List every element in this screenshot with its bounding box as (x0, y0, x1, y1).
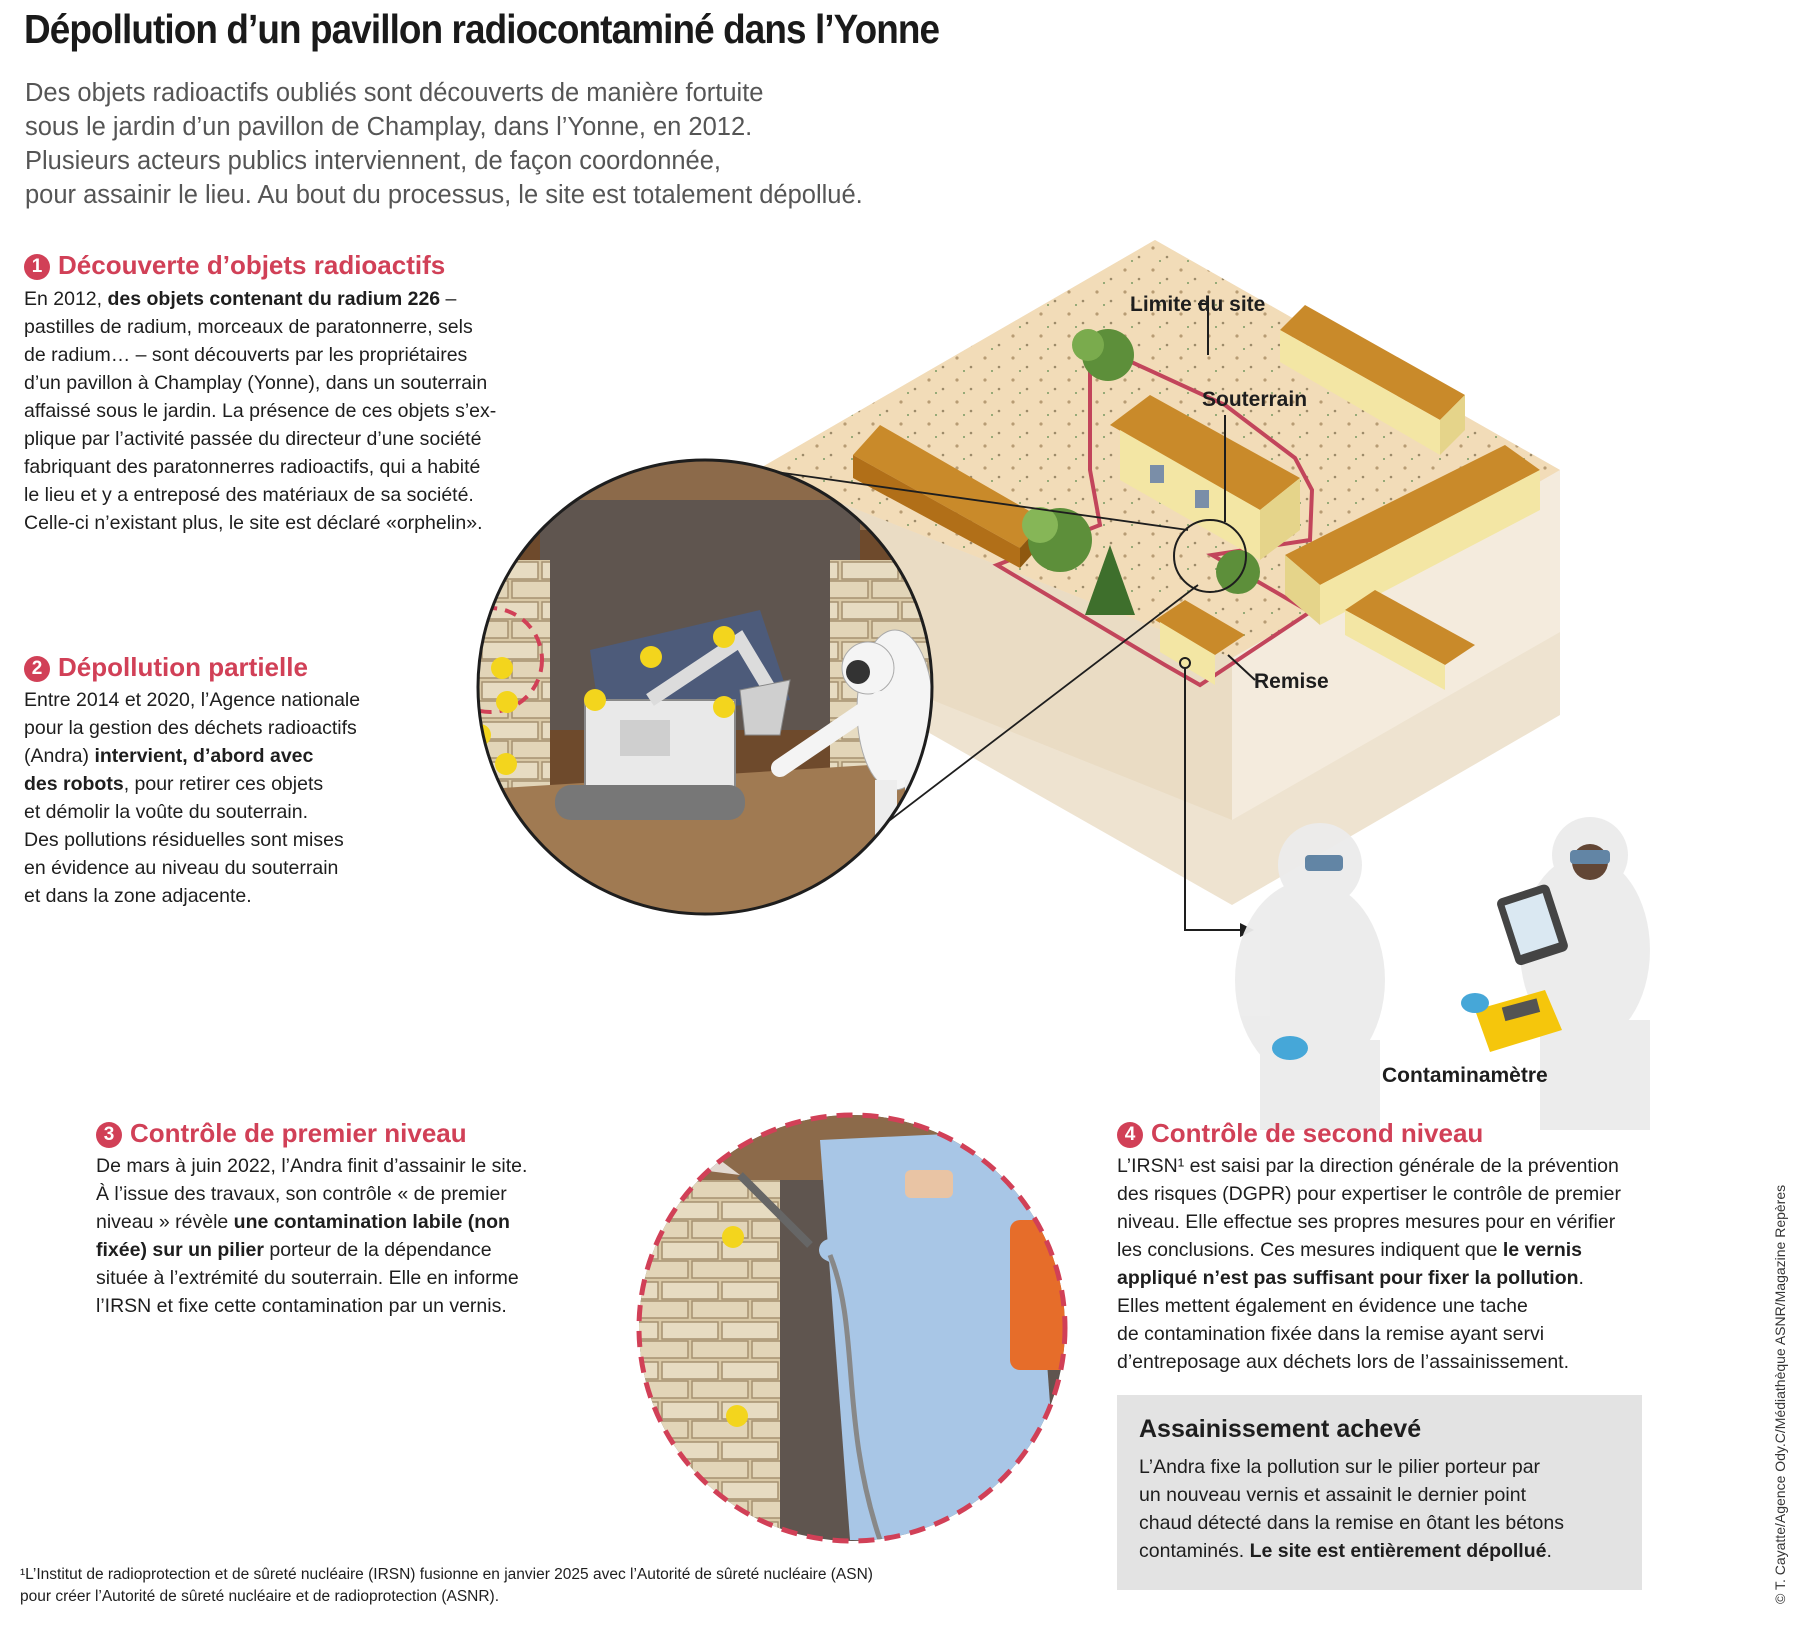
summary-title: Assainissement achevé (1139, 1415, 1422, 1443)
section-2-number: 2 (24, 656, 50, 682)
lead-paragraph (25, 76, 925, 212)
lead-line: Plusieurs acteurs publics interviennent, de façon coordonnée, (25, 147, 722, 175)
section-1-body: En 2012, des objets contenant du radium 226 – pastilles de radium, morceaux de paratonnerre, sels de radium… – sont découverts par les propriétaires d’un pavillon à Champlay (Yonne), dans un souterrain affaissé sous le jardin. La présence de ces objets s’ex- plique par l’activité passée du directeur d’une société fabriquant des paratonnerres radioactifs, qui a habité le lieu et y a entreposé des matériaux de sa société. Celle-ci n’existant plus, le site est déclaré «orphelin». (24, 288, 497, 534)
label-limite-du-site: Limite du site (1130, 293, 1266, 316)
summary-body: L’Andra fixe la pollution sur le pilier porteur par un nouveau vernis et assainit le dernier point chaud détecté dans la remise en ôtant les bétons contaminés. Le site est entièrement dépollué. (1139, 1456, 1564, 1562)
section-1-title: Découverte d’objets radioactifs (58, 250, 446, 280)
section-2-body: Entre 2014 et 2020, l’Agence nationale pour la gestion des déchets radioactifs (Andra) intervient, d’abord avec des robots, pour retirer ces objets et démolir la voûte du souterrain. Des pollutions résiduelles sont mises en évidence au niveau du souterrain et dans la zone adjacente. (24, 689, 361, 907)
label-souterrain: Souterrain (1202, 388, 1308, 411)
lead-line: sous le jardin d’un pavillon de Champlay, dans l’Yonne, en 2012. (25, 113, 753, 141)
footnote-line: ¹L’Institut de radioprotection et de sûreté nucléaire (IRSN) fusionne en janvier 2025 avec l’Autorité de sûreté nucléaire (ASN) (20, 1566, 873, 1583)
footnote-line: pour créer l’Autorité de sûreté nucléaire et de radioprotection (ASNR). (20, 1588, 500, 1605)
section-2-title: Dépollution partielle (58, 652, 308, 682)
label-remise: Remise (1254, 670, 1329, 693)
footnote (20, 1564, 873, 1608)
section-4-title: Contrôle de second niveau (1151, 1118, 1484, 1148)
section-2-heading (24, 652, 308, 683)
section-1-number: 1 (24, 254, 50, 280)
section-3-title: Contrôle de premier niveau (130, 1118, 467, 1148)
section-4-body: L’IRSN¹ est saisi par la direction générale de la prévention des risques (DGPR) pour expertiser le contrôle de premier niveau. Elle effectue ses propres mesures pour en vérifier les conclusions. Ces mesures indiquent que le vernis appliqué n’est pas suffisant pour fixer la pollution. Elles mettent également en évidence une tache de contamination fixée dans la remise ayant servi d’entreposage aux déchets lors de l’assainissement. (1117, 1155, 1621, 1373)
summary-box (1117, 1395, 1642, 1590)
section-3-number: 3 (96, 1122, 122, 1148)
page-title: Dépollution d’un pavillon radiocontaminé dans l’Yonne (24, 6, 940, 52)
lead-line: Des objets radioactifs oubliés sont découverts de manière fortuite (25, 79, 764, 107)
image-credit: © T. Cayatte/Agence Ody.C/Médiathèque ASNR/Magazine Repères (1772, 1184, 1788, 1604)
section-4-number: 4 (1117, 1122, 1143, 1148)
section-4-heading (1117, 1118, 1483, 1149)
section-3-body: De mars à juin 2022, l’Andra finit d’assainir le site. À l’issue des travaux, son contrôle « de premier niveau » révèle une contamination labile (non fixée) sur un pilier porteur de la dépendance située à l’extrémité du souterrain. Elle en informe l’IRSN et fixe cette contamination par un vernis. (96, 1155, 528, 1317)
label-contaminametre: Contaminamètre (1382, 1064, 1548, 1087)
section-1-heading (24, 250, 445, 281)
lead-line: pour assainir le lieu. Au bout du processus, le site est totalement dépollué. (25, 181, 863, 209)
spraying-scene (630, 1110, 1080, 1550)
section-3-heading (96, 1118, 467, 1149)
